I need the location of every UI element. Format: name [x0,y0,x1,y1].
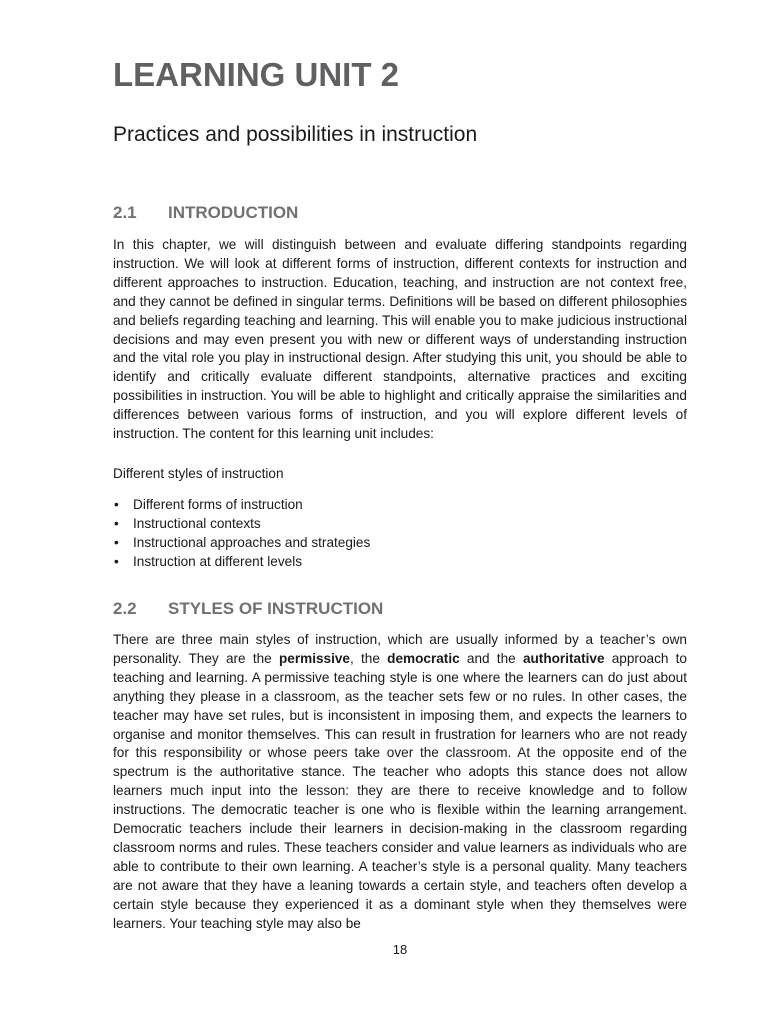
section-heading-styles-of-instruction [113,599,383,619]
paragraph-text: , the [350,650,388,666]
term-permissive: permissive [278,650,350,666]
bullet-icon: • [114,497,119,512]
paragraph-text: approach to teaching and learning. A permissive teaching style is one where the learners can do just about anything they please in a classroom, as the teacher sets few or no rules. In other cases, the teacher may have set rules, but is inconsistent in imposing them, and expects the learners to organise and monitor themselves. This can result in frustration for learners who are not ready for this responsibility or whose peers take over the classroom. At the opposite end of the spectrum is the authoritative stance. The teacher who adopts this stance does not allow learners much input into the lesson: they are there to receive knowledge and to follow instructions. The democratic teacher is one who is flexible within the learning arrangement. Democratic teachers include their learners in decision-making in the classroom regarding classroom norms and rules. These teachers consider and value learners as individuals who are able to contribute to their own learning. A teacher’s style is a personal quality. Many teachers are not aware that they have a leaning towards a certain style, and teachers often develop a certain style because they experienced it as a dominant style when they themselves were learners. Your teaching style may also be [113,650,687,931]
content-bullet-list [113,496,370,572]
list-item [113,553,370,572]
term-authoritative: authoritative [522,650,605,666]
bullet-icon: • [114,534,119,550]
styles-paragraph [113,631,687,934]
section-number: 2.2 [113,599,137,618]
section-number: 2.1 [113,203,137,222]
list-item-text: Different forms of instruction [133,497,303,512]
unit-subtitle: Practices and possibilities in instruction [113,123,478,146]
bullet-icon: • [114,553,119,569]
paragraph-text: and the [459,650,523,666]
paragraph-text: There are three main styles of instruction, which are usually informed by a teacher’s own personality. They are the [113,632,687,666]
list-intro: Different styles of instruction [113,466,284,481]
list-item [113,496,370,515]
list-item-text: Instruction at different levels [133,553,303,569]
list-item-text: Instructional contexts [133,515,261,531]
bullet-icon: • [114,515,119,531]
introduction-paragraph: In this chapter, we will distinguish between and evaluate differing standpoints regarding instruction. We will look at different forms of instruction, different contexts for instruction and different approaches to instruction. Education, teaching, and instruction are not context free, and they cannot be defined in singular terms. Definitions will be based on different philosophies and beliefs regarding teaching and learning. This will enable you to make judicious instructional decisions and may even present you with new or different ways of understanding instruction and the vital role you play in instructional design. After studying this unit, you should be able to identify and critically evaluate different standpoints, alternative practices and exciting possibilities in instruction. You will be able to highlight and critically appraise the similarities and differences between various forms of instruction, and you will explore different levels of instruction. The content for this learning unit includes: [113,237,687,442]
list-item [113,534,370,553]
section-title: STYLES OF INSTRUCTION [168,599,384,618]
document-page [113,0,687,1024]
term-democratic: democratic [387,650,460,666]
list-item-text: Instructional approaches and strategies [133,534,371,550]
list-item [113,515,370,534]
section-heading-introduction [113,203,298,223]
unit-title: LEARNING UNIT 2 [113,56,400,93]
section-title: INTRODUCTION [168,203,299,222]
page-number: 18 [392,942,408,957]
